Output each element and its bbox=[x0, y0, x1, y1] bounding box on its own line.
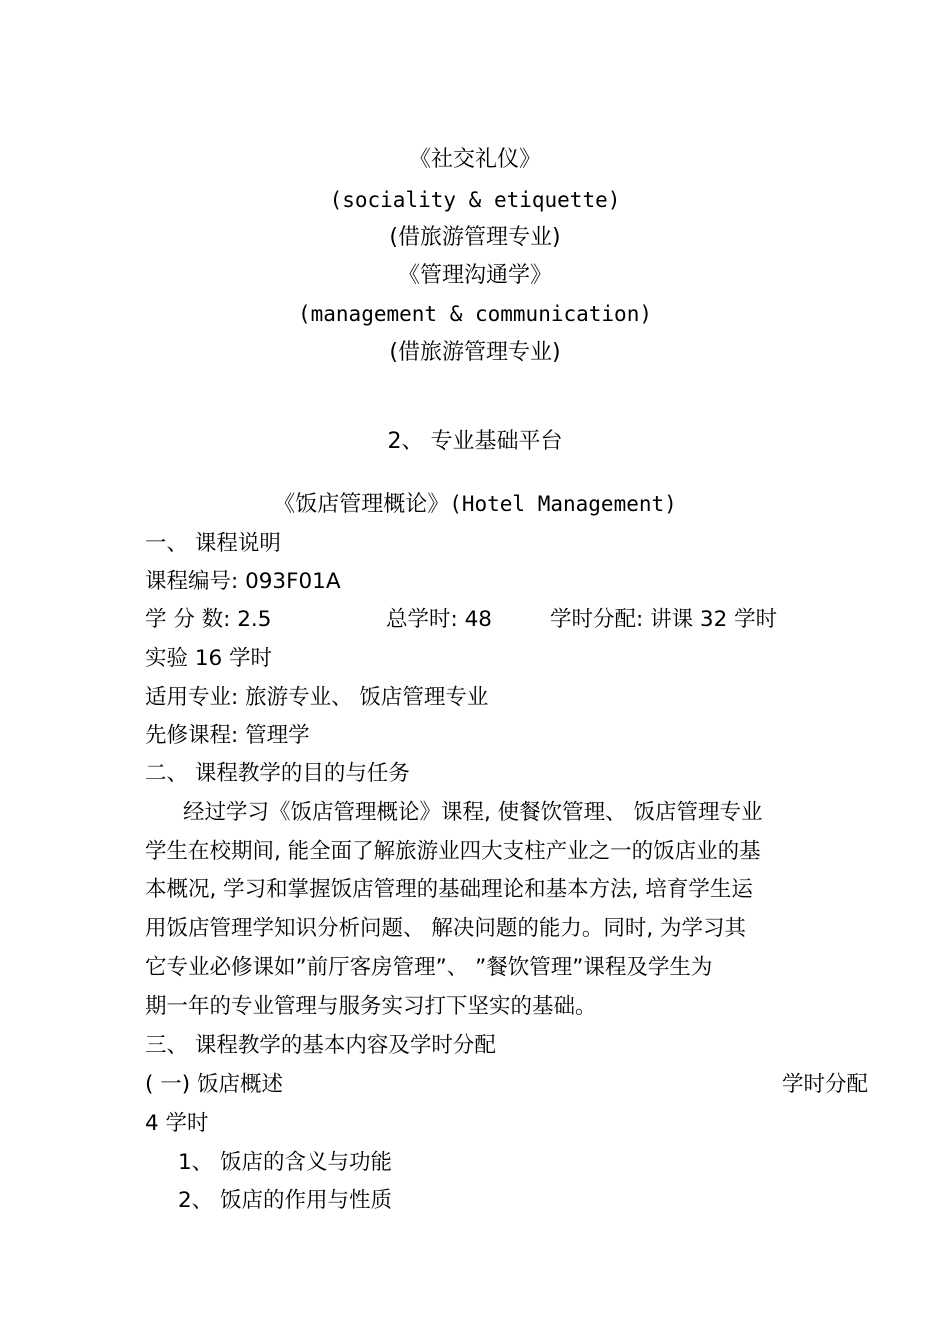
objective-paragraph-line: 本概况, 学习和掌握饭店管理的基础理论和基本方法, 培育学生运 bbox=[145, 877, 753, 902]
unit1-title: ( 一) 饭店概述 bbox=[145, 1072, 283, 1097]
part3-heading: 三、 课程教学的基本内容及学时分配 bbox=[145, 1033, 496, 1058]
course-credits: 学 分 数: 2.5 bbox=[145, 607, 272, 632]
objective-paragraph-line: 期一年的专业管理与服务实习打下坚实的基础。 bbox=[145, 994, 597, 1019]
course-lab-hours: 实验 16 学时 bbox=[145, 646, 273, 671]
course-title-social-etiquette: 《社交礼仪》 bbox=[408, 147, 541, 172]
part2-heading: 二、 课程教学的目的与任务 bbox=[145, 761, 410, 786]
course-note-management-communication: (借旅游管理专业) bbox=[389, 340, 561, 365]
course-prerequisites: 先修课程: 管理学 bbox=[145, 723, 310, 748]
unit1-hours-label: 学时分配 bbox=[782, 1072, 869, 1097]
unit1-item: 1、 饭店的含义与功能 bbox=[178, 1150, 393, 1175]
section-heading: 2、 专业基础平台 bbox=[387, 429, 563, 454]
course-title-line bbox=[0, 490, 950, 519]
course-note-social-etiquette: (借旅游管理专业) bbox=[389, 225, 561, 250]
course-title-en: (Hotel Management) bbox=[449, 492, 677, 516]
objective-paragraph-line: 它专业必修课如”前厅客房管理”、 ”餐饮管理”课程及学生为 bbox=[145, 955, 713, 980]
course-hours-split: 学时分配: 讲课 32 学时 bbox=[550, 607, 778, 632]
course-english-social-etiquette: (sociality & etiquette) bbox=[329, 188, 621, 212]
course-total-hours: 总学时: 48 bbox=[386, 607, 492, 632]
course-title-cn: 《饭店管理概论》 bbox=[273, 492, 450, 517]
objective-paragraph-line: 经过学习《饭店管理概论》课程, 使餐饮管理、 饭店管理专业 bbox=[183, 800, 763, 825]
objective-paragraph-line: 学生在校期间, 能全面了解旅游业四大支柱产业之一的饭店业的基 bbox=[145, 839, 761, 864]
part1-heading: 一、 课程说明 bbox=[145, 531, 281, 556]
course-applicable-majors: 适用专业: 旅游专业、 饭店管理专业 bbox=[145, 685, 489, 710]
course-title-management-communication: 《管理沟通学》 bbox=[397, 263, 552, 288]
unit1-hours: 4 学时 bbox=[145, 1111, 209, 1136]
unit1-item: 2、 饭店的作用与性质 bbox=[178, 1188, 393, 1213]
course-code: 课程编号: 093F01A bbox=[145, 569, 341, 594]
course-english-management-communication: (management & communication) bbox=[297, 302, 652, 326]
objective-paragraph-line: 用饭店管理学知识分析问题、 解决问题的能力。同时, 为学习其 bbox=[145, 916, 747, 941]
